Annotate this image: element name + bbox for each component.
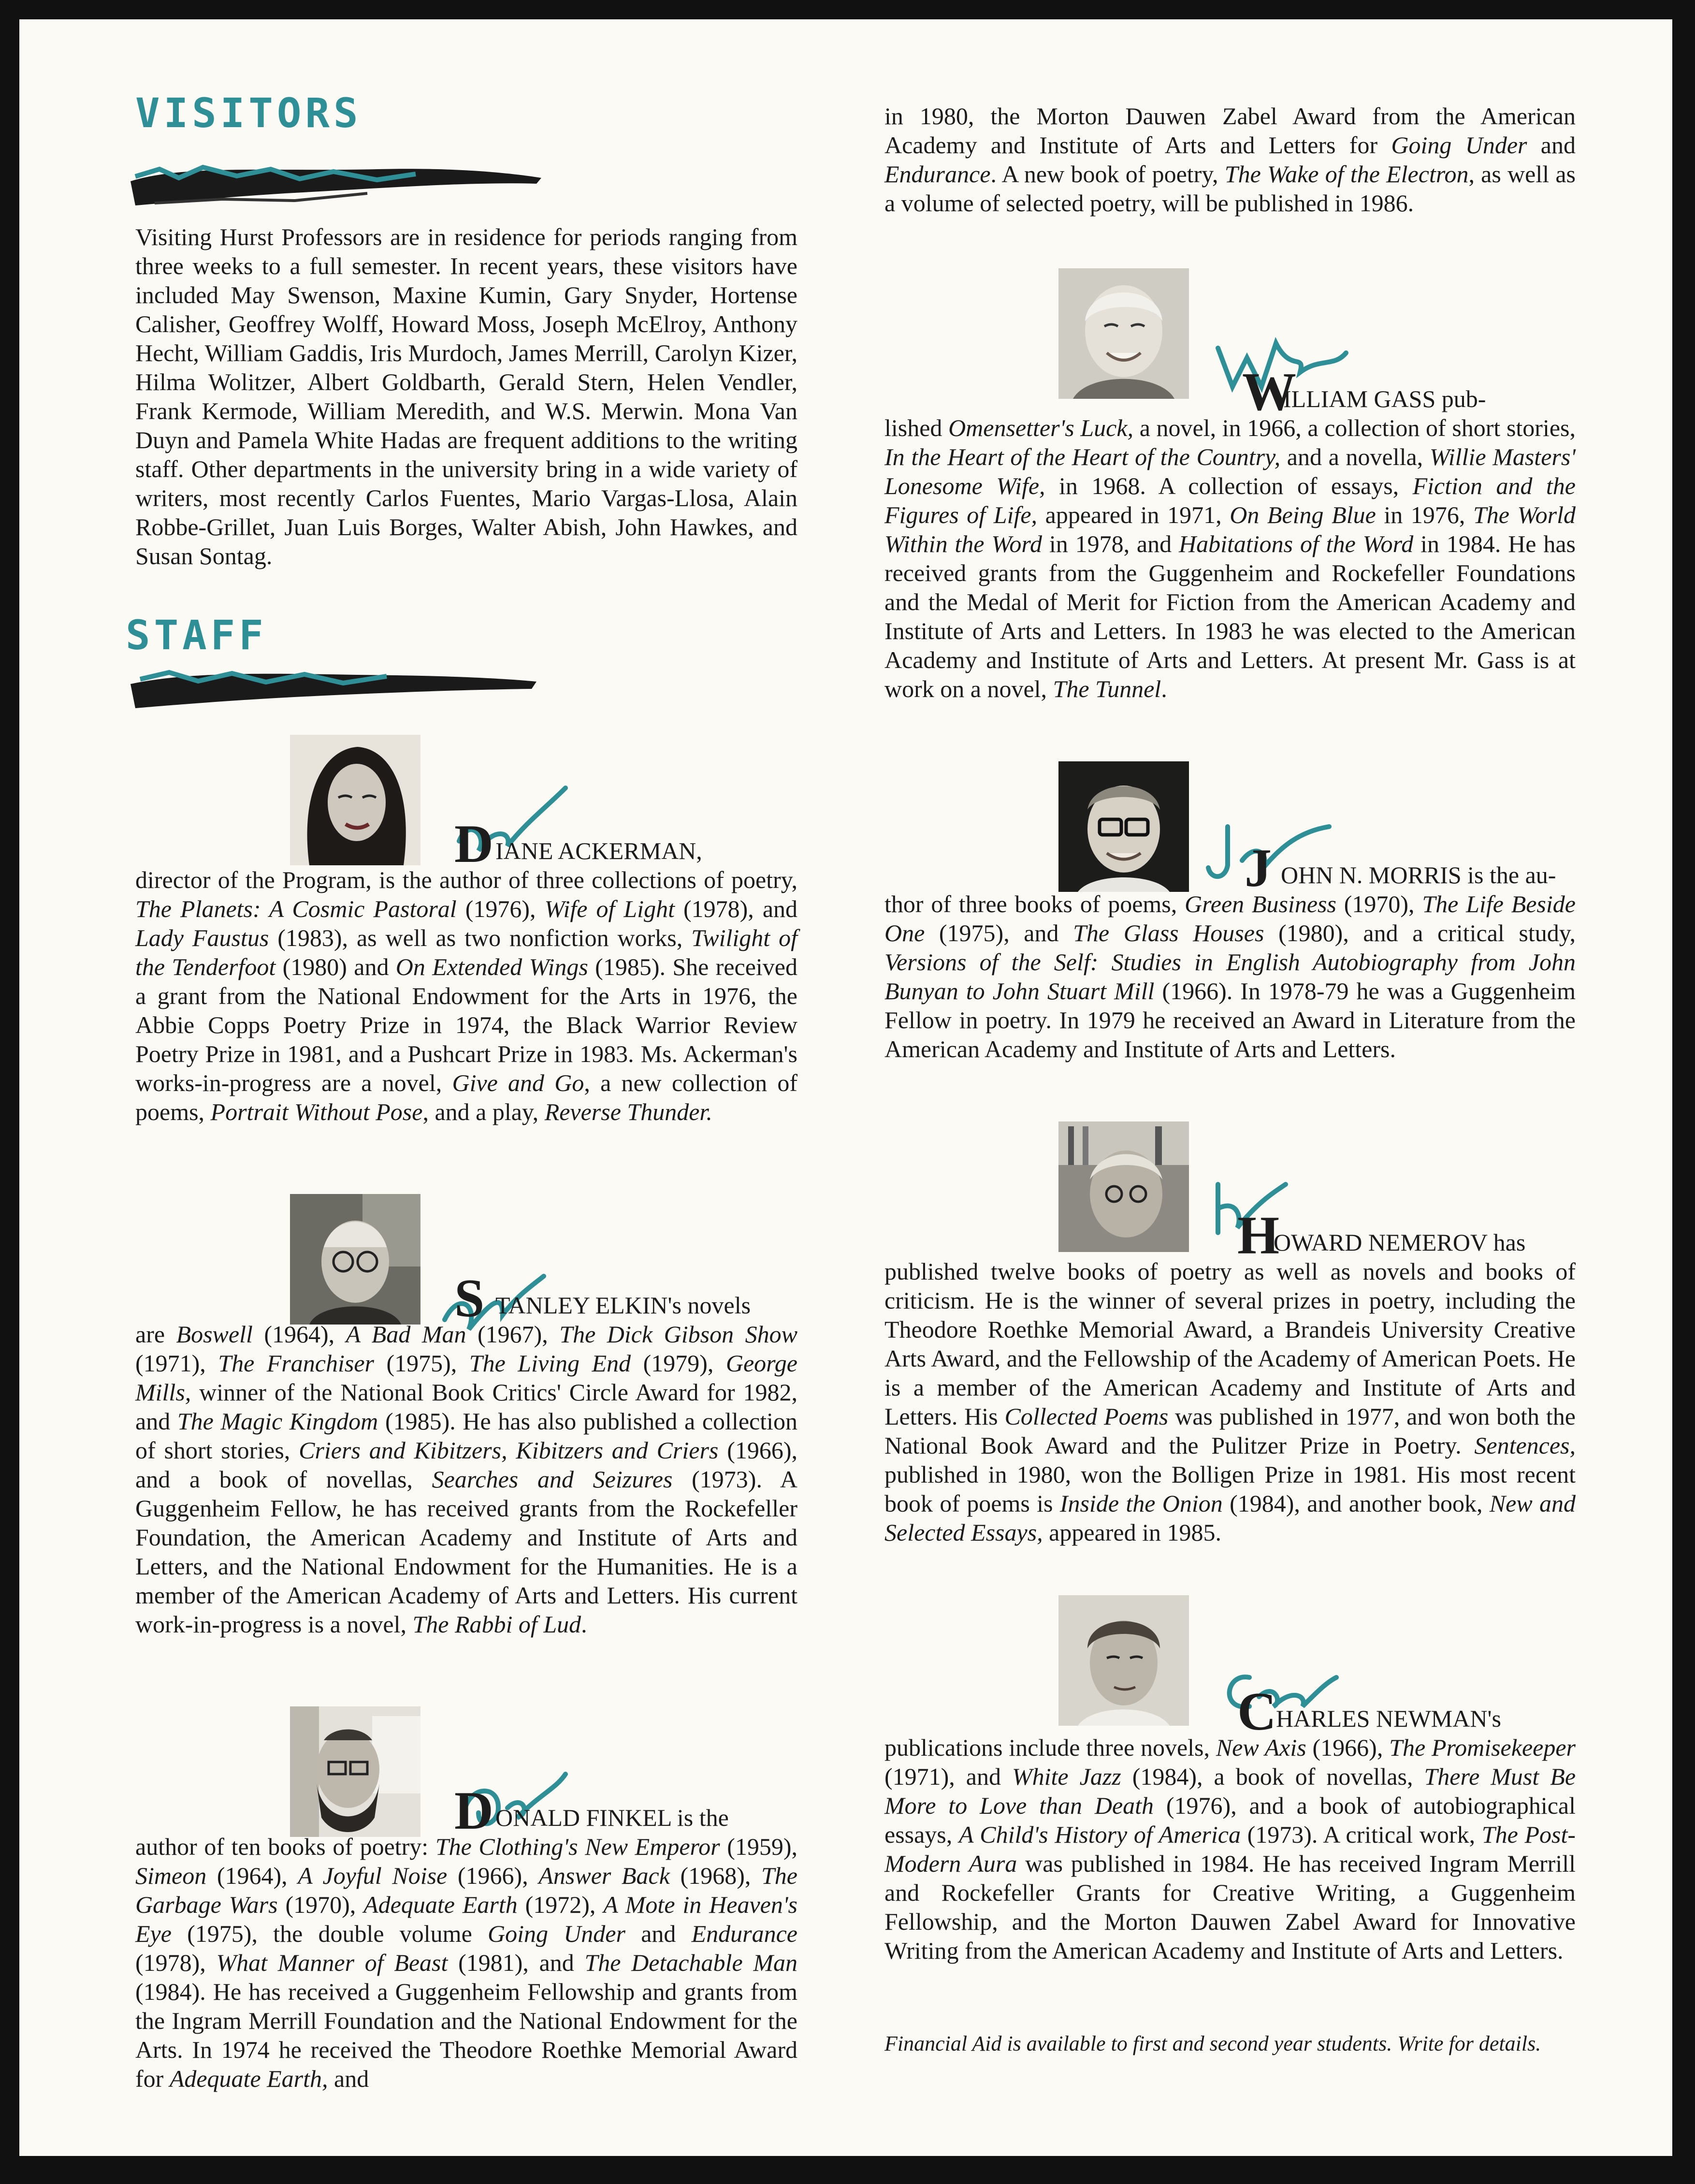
morris-bio-text: [884, 890, 1576, 1063]
newman-name: HARLES NEWMAN's: [1276, 1705, 1501, 1732]
bio-text-run: (1979),: [631, 1350, 726, 1377]
book-title: On Being Blue: [1230, 501, 1376, 528]
bio-text-run: (1976), and a book of autobiographical essays,: [884, 1792, 1576, 1848]
book-title: The Clothing's New Emperor: [435, 1833, 720, 1860]
book-title: The Dick Gibson Show: [559, 1321, 797, 1348]
finkel-name: ONALD FINKEL is the: [495, 1804, 729, 1831]
book-title: Going Under: [1391, 131, 1527, 159]
bio-text-run: (1976),: [456, 895, 545, 922]
bio-text-run: (1980) and: [275, 953, 396, 980]
bio-text-run: (1975), and: [925, 919, 1073, 946]
ackerman-drop-cap: D: [454, 814, 493, 874]
bio-text-run: (1981), and: [448, 1949, 585, 1976]
book-title: Searches and Seizures: [432, 1466, 673, 1493]
bio-text-run: publications include three novels,: [884, 1734, 1216, 1761]
bio-text-run: was published in 1984. He has received Ingram Merrill and Rockefeller Grants for Creative Writing, a Guggenheim Fellowship, and the Morton Dauwen Zabel Award for Innovative Writing from the American Academy and Institute of Arts and Letters.: [884, 1850, 1576, 1964]
book-title: Versions of the Self: Studies in English Autobiography from John Bunyan to John Stuart Mill: [884, 948, 1576, 1005]
book-title: A Child's History of America: [958, 1821, 1241, 1848]
finkel-continued-text: [884, 102, 1576, 217]
morris-bio: [884, 860, 1576, 1063]
bio-text-run: thor of three books of poems,: [884, 890, 1185, 917]
bio-text-run: director of the Program, is the author of three collections of poetry,: [135, 866, 797, 893]
gass-bio: [884, 384, 1576, 703]
bio-text-run: . A new book of poetry,: [990, 160, 1225, 188]
gass-name: ILLIAM GASS pub-: [1283, 385, 1486, 412]
book-title: The Tunnel: [1053, 675, 1161, 702]
bio-text-run: (1966). In 1978-79 he was a Guggenheim Fellow in poetry. In 1979 he received an Award in Literature from the American Academy and Institute of Arts and Letters.: [884, 977, 1576, 1063]
elkin-name: TANLEY ELKIN's novels: [495, 1292, 751, 1319]
ackerman-bio: [135, 836, 797, 1126]
ackerman-bio-text: [135, 866, 797, 1125]
bio-text-run: , as well as a volume of selected poetry, will be published in 1986.: [884, 160, 1576, 217]
book-title: A Bad Man: [346, 1321, 466, 1348]
book-title: Sentences,: [1474, 1432, 1576, 1459]
book-title: A Joyful Noise: [298, 1862, 448, 1889]
bio-text-run: (1966),: [1306, 1734, 1390, 1761]
book-title: Criers and Kibitzers, Kibitzers and Criers: [299, 1437, 719, 1464]
book-title: New and Selected Essays,: [884, 1490, 1576, 1546]
book-title: On Extended Wings: [395, 953, 588, 980]
book-title: The Rabbi of Lud: [412, 1611, 581, 1638]
elkin-bio-text: [135, 1321, 797, 1638]
gass-drop-cap: W: [1242, 362, 1296, 422]
bio-text-run: and: [328, 2065, 369, 2092]
book-title: Inside the Onion: [1059, 1490, 1223, 1517]
book-title: The Magic Kingdom: [177, 1408, 378, 1435]
book-title: The Detachable Man: [584, 1949, 797, 1976]
nemerov-drop-cap: H: [1237, 1206, 1280, 1266]
book-title: The Life Beside One: [884, 890, 1576, 946]
william-gass-photo: [1058, 268, 1189, 399]
bio-text-run: .: [1161, 675, 1167, 702]
bio-text-run: published twelve books of poetry as well as novels and books of criticism. He is the winner of several prizes in poetry, including the Theodore Roethke Memorial Award, a Brandeis University Creative Arts Award, and the Fellowship of the Academy of American Poets. He is a member of the American Academy and Institute of Arts and Letters. His: [884, 1258, 1576, 1430]
book-title: Wife of Light: [544, 895, 675, 922]
book-title: The Franchiser: [218, 1350, 374, 1377]
bio-text-run: (1970),: [277, 1891, 364, 1918]
book-title: Give and Go: [452, 1069, 584, 1096]
bio-text-run: (1985). She received a grant from the National Endowment for the Arts in 1976, the Abbie Copps Poetry Prize in 1974, the Black Warrior Review Poetry Prize in 1981, and a Pushcart Prize in 1983. Ms. Ackerman's works-in-progress are a novel,: [135, 953, 797, 1096]
bio-text-run: (1985). He has also published a collection of short stories,: [135, 1408, 797, 1464]
bio-text-run: author of ten books of poetry:: [135, 1833, 435, 1860]
bio-text-run: (1970),: [1336, 890, 1422, 917]
bio-text-run: (1972),: [517, 1891, 604, 1918]
book-title: Habitations of the Word: [1178, 530, 1414, 557]
nemerov-bio-text: [884, 1258, 1576, 1546]
bio-text-run: winner of the National Book Critics' Circle Award for 1982, and: [135, 1379, 797, 1435]
book-title: Adequate Earth,: [169, 2065, 328, 2092]
bio-text-run: (1984), a book of novellas,: [1121, 1763, 1424, 1790]
brochure-page: [19, 19, 1672, 2156]
visitors-heading: VISITORS: [135, 89, 362, 137]
staff-heading: STAFF: [126, 612, 267, 659]
book-title: George Mills,: [135, 1350, 797, 1406]
book-title: The Living End: [469, 1350, 631, 1377]
visitors-brush-stroke: [126, 155, 551, 218]
gass-bio-text: [884, 414, 1576, 702]
book-title: What Manner of Beast: [216, 1949, 448, 1976]
book-title: A Mote in Heaven's Eye: [135, 1891, 797, 1947]
bio-text-run: in 1976,: [1376, 501, 1473, 528]
bio-text-run: and a novella,: [1280, 443, 1430, 470]
newman-bio: [884, 1704, 1576, 1965]
finkel-bio-text: [135, 1833, 797, 2092]
book-title: The World Within the Word: [884, 501, 1576, 557]
book-title: New Axis: [1216, 1734, 1306, 1761]
book-title: Lady Faustus: [135, 924, 269, 951]
book-title: Endurance: [691, 1920, 797, 1947]
bio-text-run: (1980), and a critical study,: [1264, 919, 1576, 946]
bio-text-run: and: [1527, 131, 1576, 159]
bio-text-run: in 1984. He has received grants from the Guggenheim and Rockefeller Foundations and the Medal of Merit for Fiction from the American Academy and Institute of Arts and Letters. In 1983 he was elected to the American Academy and Institute of Arts and Letters. At present Mr. Gass is at work on a novel,: [884, 530, 1576, 702]
book-title: Collected Poems: [1004, 1403, 1169, 1430]
book-title: Answer Back: [538, 1862, 670, 1889]
staff-brush-stroke: [126, 660, 541, 718]
finkel-bio-continued: [884, 102, 1576, 218]
bio-text-run: (1971),: [135, 1350, 218, 1377]
bio-text-run: in 1980, the Morton Dauwen Zabel Award from the American Academy and Institute of Arts and Letters for: [884, 102, 1576, 159]
bio-text-run: .: [581, 1611, 587, 1638]
newman-drop-cap: C: [1237, 1682, 1276, 1742]
book-title: Willie Masters' Lonesome Wife,: [884, 443, 1576, 499]
finkel-drop-cap: D: [454, 1781, 493, 1841]
book-title: Twilight of the Tenderfoot: [135, 924, 797, 980]
book-title: Going Under: [487, 1920, 625, 1947]
bio-text-run: was published in 1977, and won both the National Book Award and the Pulitzer Prize in Poetry.: [884, 1403, 1576, 1459]
bio-text-run: and: [625, 1920, 692, 1947]
bio-text-run: (1984). He has received a Guggenheim Fellowship and grants from the Ingram Merrill Foundation and the National Endowment for the Arts. In 1974 he received the Theodore Roethke Memorial Award for: [135, 1978, 797, 2092]
book-title: Boswell: [176, 1321, 253, 1348]
bio-text-run: (1983), as well as two nonfiction works,: [269, 924, 692, 951]
bio-text-run: (1975), the double volume: [171, 1920, 488, 1947]
nemerov-name: OWARD NEMEROV has: [1274, 1229, 1526, 1256]
visitors-paragraph: Visiting Hurst Professors are in residence for periods ranging from three weeks to a full semester. In recent years, these visitors have included May Swenson, Maxine Kumin, Gary Snyder, Hortense Calisher, Geoffrey Wolff, Howard Moss, Joseph McElroy, Anthony Hecht, William Gaddis, Iris Murdoch, James Merrill, Carolyn Kizer, Hilma Wolitzer, Albert Goldbarth, Gerald Stern, Helen Vendler, Frank Kermode, William Meredith, and W.S. Merwin. Mona Van Duyn and Pamela White Hadas are frequent additions to the writing staff. Other departments in the university bring in a wide variety of writers, most recently Carlos Fuentes, Mario Vargas-Llosa, Alain Robbe-Grillet, Juan Luis Borges, Walter Abish, John Hawkes, and Susan Sontag.: [135, 223, 797, 569]
bio-text-run: (1966), and a book of novellas,: [135, 1437, 797, 1493]
book-title: The Wake of the Electron: [1224, 160, 1469, 188]
book-title: The Post-Modern Aura: [884, 1821, 1576, 1877]
morris-name: OHN N. MORRIS is the au-: [1281, 861, 1556, 888]
bio-text-run: (1984), and another book,: [1222, 1490, 1490, 1517]
bio-text-run: appeared in 1971,: [1037, 501, 1230, 528]
ackerman-name: IANE ACKERMAN,: [495, 837, 702, 864]
book-title: The Garbage Wars: [135, 1862, 797, 1918]
book-title: Omensetter's Luck,: [948, 414, 1134, 441]
finkel-bio: [135, 1803, 797, 2093]
bio-text-run: published in 1980, won the Bolligen Prize in 1981. His most recent book of poems is: [884, 1461, 1576, 1517]
bio-text-run: , and a play,: [422, 1098, 545, 1125]
bio-text-run: (1973). A Guggenheim Fellow, he has received grants from the Rockefeller Foundation, the American Academy and Institute of Arts and Letters, and the National Endowment for the Humanities. He is a member of the American Academy of Arts and Letters. His current work-in-progress is a novel,: [135, 1466, 797, 1638]
bio-text-run: (1959),: [720, 1833, 797, 1860]
bio-text-run: (1966),: [447, 1862, 539, 1889]
newman-bio-text: [884, 1734, 1576, 1964]
book-title: Portrait Without Pose: [210, 1098, 423, 1125]
elkin-drop-cap: S: [454, 1268, 485, 1328]
book-title: Fiction and the Figures of Life,: [884, 472, 1576, 528]
book-title: Simeon: [135, 1862, 207, 1889]
morris-drop-cap: J: [1245, 838, 1272, 898]
bio-text-run: (1975),: [374, 1350, 469, 1377]
bio-text-run: (1964),: [252, 1321, 346, 1348]
bio-text-run: (1968),: [669, 1862, 761, 1889]
bio-text-run: (1964),: [206, 1862, 298, 1889]
nemerov-bio: [884, 1228, 1576, 1547]
book-title: Reverse Thunder.: [544, 1098, 712, 1125]
book-title: White Jazz: [1012, 1763, 1121, 1790]
book-title: The Planets: A Cosmic Pastoral: [135, 895, 457, 922]
book-title: Green Business: [1185, 890, 1336, 917]
bio-text-run: in 1968. A collection of essays,: [1045, 472, 1413, 499]
book-title: The Glass Houses: [1073, 919, 1264, 946]
book-title: The Promisekeeper: [1389, 1734, 1576, 1761]
bio-text-run: a novel, in 1966, a collection of short stories,: [1133, 414, 1576, 441]
book-title: In the Heart of the Heart of the Country,: [884, 443, 1281, 470]
bio-text-run: appeared in 1985.: [1043, 1519, 1221, 1546]
book-title: Adequate Earth: [363, 1891, 518, 1918]
bio-text-run: lished: [884, 414, 949, 441]
bio-text-run: are: [135, 1321, 176, 1348]
bio-text-run: (1978),: [135, 1949, 217, 1976]
book-title: Endurance: [884, 160, 991, 188]
bio-text-run: in 1978, and: [1042, 530, 1179, 557]
book-title: There Must Be More to Love than Death: [884, 1763, 1576, 1819]
bio-text-run: , a new collection of poems,: [135, 1069, 797, 1125]
elkin-bio: [135, 1291, 797, 1639]
bio-text-run: (1973). A critical work,: [1240, 1821, 1482, 1848]
bio-text-run: (1971), and: [884, 1763, 1012, 1790]
bio-text-run: (1967),: [466, 1321, 560, 1348]
bio-text-run: (1978), and: [674, 895, 798, 922]
financial-aid-note: Financial Aid is available to first and second year students. Write for details.: [884, 2032, 1541, 2055]
